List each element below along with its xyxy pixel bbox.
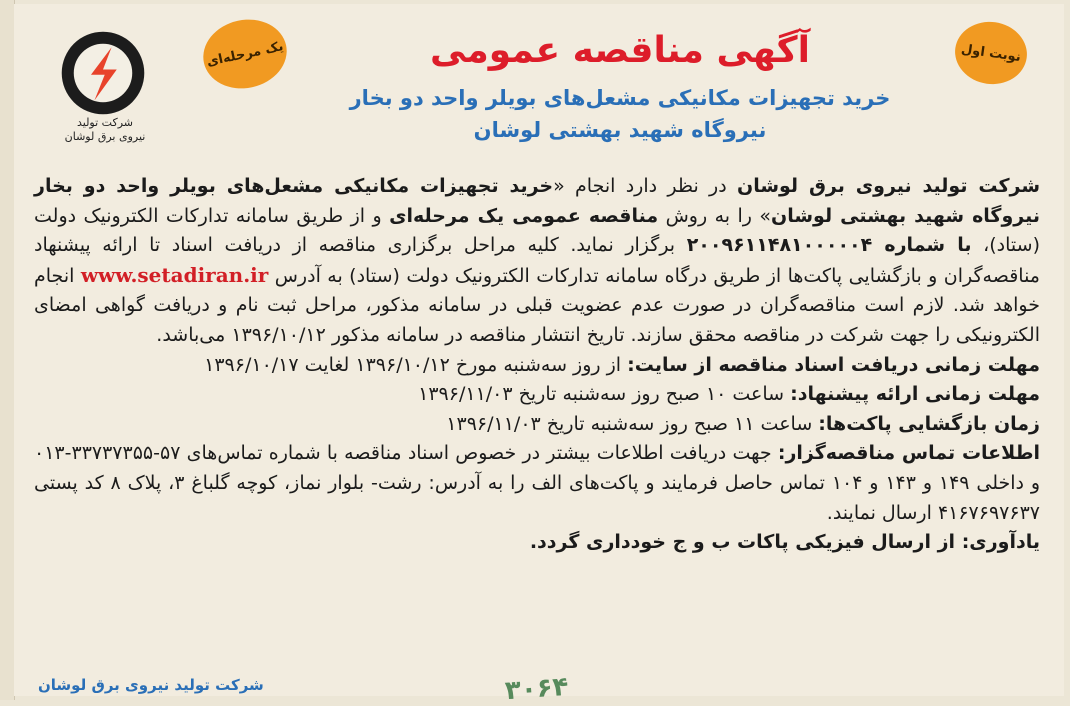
page-title: آگهی مناقصه عمومی (430, 30, 810, 71)
docs-deadline-label: مهلت زمانی دریافت اسناد مناقصه از سایت: (627, 353, 1040, 376)
opening-time (34, 410, 1040, 440)
contact-info-label: اطلاعات تماس مناقصه‌گزار: (777, 442, 1040, 465)
subtitle-line1: خرید تجهیزات مکانیکی مشعل‌های بویلر واحد دو بخار (349, 86, 891, 110)
reminder (34, 528, 1040, 558)
offer-deadline-value: ساعت ۱۰ صبح روز سه‌شنبه تاریخ ۱۳۹۶/۱۱/۰۳ (418, 383, 791, 406)
logo-caption-line2: نیروی برق لوشان (64, 130, 146, 143)
handwritten-stamp: ۳۰۶۴ (504, 671, 570, 706)
company-name: شرکت تولید نیروی برق لوشان (736, 175, 1041, 197)
docs-deadline (34, 351, 1040, 381)
tender-method: مناقصه عمومی یک مرحله‌ای (389, 204, 659, 227)
intro-text-5: انجام خواهد شد. لازم است مناقصه‌گران در صورت عدم عضویت قبلی در سامانه مذکور، مراحل ثبت نام و دریافت گواهی امضای الکترونیکی را جهت شرکت در مناقصه محقق سازند. تاریخ انتشار مناقصه در سامانه مذکور ۱۳۹۶/۱۰/۱۲ می‌باشد. (34, 264, 1040, 346)
intro-text-4: برگزار نماید. کلیه مراحل برگزاری مناقصه از دریافت اسناد تا ارائه پیشنهاد مناقصه‌گران و بازگشایی پاکت‌ها از طریق درگاه سامانه تدارکات الکترونیک دولت (ستاد) به آدرس (34, 234, 1040, 287)
single-stage-badge: یک مرحله‌ای (197, 12, 293, 96)
logo-caption-line1: شرکت تولید (76, 116, 133, 129)
reminder-label: یادآوری: (961, 531, 1040, 554)
contact-info (34, 439, 1040, 528)
intro-text-2: » را به روش (658, 204, 772, 227)
reminder-value: از ارسال فیزیکی پاکات ب و ج خودداری گردد. (529, 531, 962, 554)
docs-deadline-value: از روز سه‌شنبه مورخ ۱۳۹۶/۱۰/۱۲ لغایت ۱۳۹۶/۱۰/۱۷ (204, 353, 628, 376)
opening-time-value: ساعت ۱۱ صبح روز سه‌شنبه تاریخ ۱۳۹۶/۱۱/۰۳ (446, 412, 819, 435)
footer-company: شرکت تولید نیروی برق لوشان (38, 676, 264, 694)
first-round-badge: نوبت اول (951, 17, 1031, 88)
company-logo-icon (60, 30, 146, 116)
subtitle-line2: نیروگاه شهید بهشتی لوشان (473, 118, 767, 142)
offer-deadline (34, 380, 1040, 410)
intro-text-3: و از طریق سامانه تدارکات الکترونیک دولت (ستاد)، (34, 204, 1040, 257)
logo-caption (40, 116, 170, 144)
tender-number: با شماره ۲۰۰۹۶۱۱۴۸۱۰۰۰۰۰۴ (686, 234, 972, 257)
side-strip (0, 0, 15, 700)
tender-subject: خرید تجهیزات مکانیکی مشعل‌های بویلر واحد دو بخار نیروگاه شهید بهشتی لوشان (34, 175, 1041, 227)
subtitle (290, 82, 950, 146)
announcement-body (34, 172, 1040, 558)
offer-deadline-label: مهلت زمانی ارائه پیشنهاد: (790, 383, 1040, 406)
setad-url-link[interactable]: www.setadiran.ir (80, 262, 269, 287)
intro-paragraph (34, 172, 1040, 351)
contact-info-value: جهت دریافت اطلاعات بیشتر در خصوص اسناد مناقصه با شماره تماس‌های ۵۷-۳۳۷۳۷۳۵۵-۰۱۳ و داخلی ۱۴۹ و ۱۴۳ و ۱۰۴ تماس حاصل فرمایند و پاکت‌های الف را به آدرس: رشت- بلوار نماز، کوچه گلباغ ۳، پلاک ۸ کد پستی ۴۱۶۷۶۹۷۶۳۷ ارسال نمایند. (34, 442, 1041, 524)
opening-time-label: زمان بازگشایی پاکت‌ها: (818, 412, 1040, 435)
intro-text-1: در نظر دارد انجام « (553, 175, 737, 197)
